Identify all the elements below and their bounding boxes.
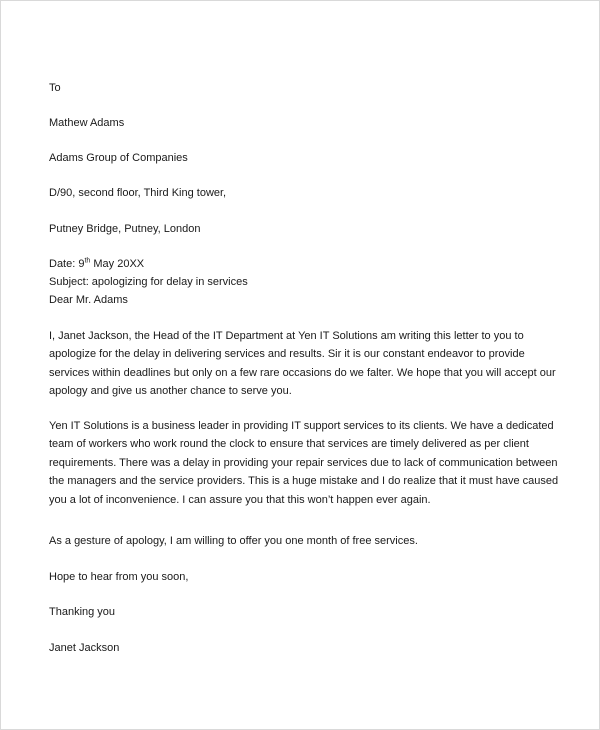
address-line-2: Putney Bridge, Putney, London bbox=[49, 223, 201, 235]
paragraph-offer: As a gesture of apology, I am willing to offer you one month of free services. bbox=[49, 535, 418, 547]
salutation: Dear Mr. Adams bbox=[49, 294, 128, 306]
address-line-1: D/90, second floor, Third King tower, bbox=[49, 187, 227, 199]
closing-line: Hope to hear from you soon, bbox=[49, 571, 189, 583]
recipient-company: Adams Group of Companies bbox=[49, 152, 188, 164]
date-rest: May 20XX bbox=[90, 258, 145, 270]
recipient-name: Mathew Adams bbox=[49, 117, 125, 129]
sign-off: Thanking you bbox=[49, 606, 116, 618]
date-suffix: th bbox=[84, 257, 91, 265]
to-label: To bbox=[49, 82, 61, 94]
paragraph-apology: I, Janet Jackson, the Head of the IT Department at Yen IT Solutions am writing this letter to you to apologize for the delay in delivering services and results. Sir it is our constant endeavor to provide services within deadlines but only on a few rare occasions do we falter. We hope that you will accept our apology and give us another chance to serve you. bbox=[49, 330, 556, 398]
paragraph-company: Yen IT Solutions is a business leader in providing IT support services to its clients. We have a dedicated team of workers who work round the clock to ensure that services are timely delivered as per client requirements. There was a delay in providing your repair services due to lack of communication between the managers and the service providers. This is a huge mistake and I do realize that it must have caused you a lot of inconvenience. I can assure you that this won’t happen ever again. bbox=[49, 420, 559, 506]
letter-subject: Subject: apologizing for delay in services bbox=[49, 276, 248, 288]
signature-name: Janet Jackson bbox=[49, 642, 120, 654]
date-label: Date: 9 bbox=[49, 258, 85, 270]
letter-date bbox=[49, 257, 144, 271]
